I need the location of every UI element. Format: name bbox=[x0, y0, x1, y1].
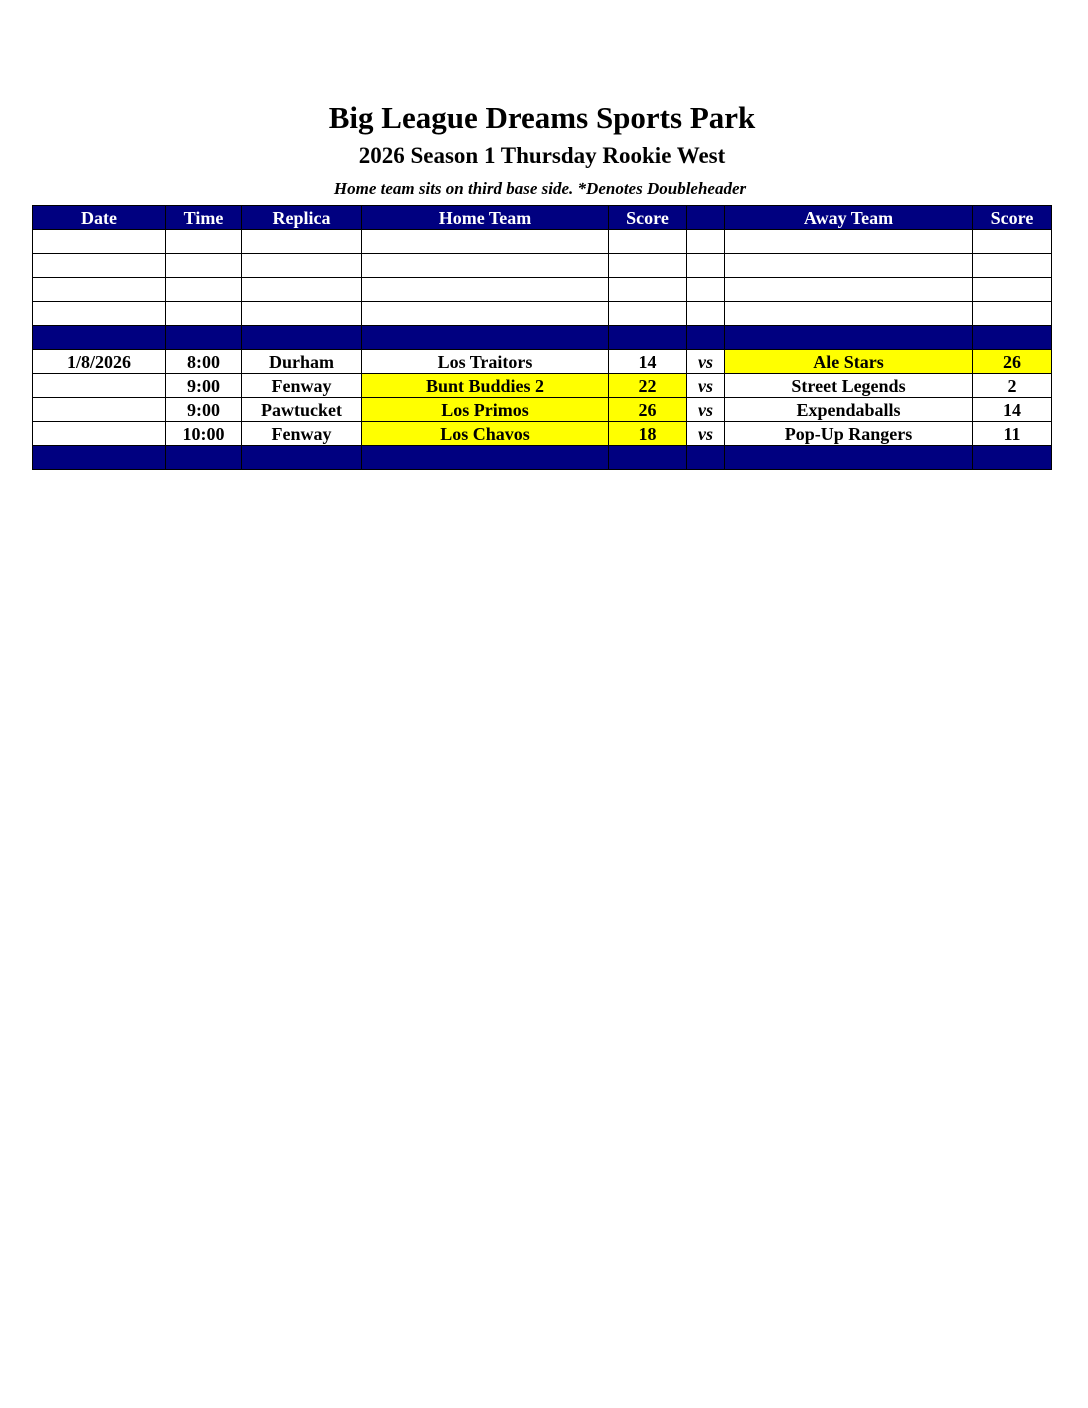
header-row bbox=[33, 206, 1052, 230]
away-team: Street Legends bbox=[725, 374, 973, 398]
home-team: Bunt Buddies 2 bbox=[362, 374, 609, 398]
away-team: Ale Stars bbox=[725, 350, 973, 374]
home-team-note: Home team sits on third base side. *Denotes Doubleheader bbox=[333, 179, 747, 198]
game-row bbox=[33, 398, 1052, 422]
column-header-replica: Replica bbox=[242, 206, 362, 230]
vs-label: vs bbox=[687, 398, 725, 422]
away-team: Pop-Up Rangers bbox=[725, 422, 973, 446]
game-date bbox=[33, 374, 166, 398]
game-field: Durham bbox=[242, 350, 362, 374]
divider-row bbox=[33, 326, 1052, 350]
divider-row bbox=[33, 446, 1052, 470]
column-header-vs bbox=[687, 206, 725, 230]
column-header-away-score: Score bbox=[973, 206, 1052, 230]
column-header-date: Date bbox=[33, 206, 166, 230]
home-score: 18 bbox=[609, 422, 687, 446]
game-time: 9:00 bbox=[166, 398, 242, 422]
column-header-away-team: Away Team bbox=[725, 206, 973, 230]
game-row bbox=[33, 350, 1052, 374]
away-score: 2 bbox=[973, 374, 1052, 398]
game-date: 1/8/2026 bbox=[33, 350, 166, 374]
game-time: 10:00 bbox=[166, 422, 242, 446]
home-team: Los Traitors bbox=[362, 350, 609, 374]
season-subtitle: 2026 Season 1 Thursday Rookie West bbox=[358, 143, 726, 168]
schedule-table bbox=[32, 205, 1052, 470]
empty-row bbox=[33, 230, 1052, 254]
game-date bbox=[33, 398, 166, 422]
home-team: Los Chavos bbox=[362, 422, 609, 446]
away-score: 14 bbox=[973, 398, 1052, 422]
home-score: 26 bbox=[609, 398, 687, 422]
game-field: Fenway bbox=[242, 422, 362, 446]
column-header-time: Time bbox=[166, 206, 242, 230]
column-header-home-team: Home Team bbox=[362, 206, 609, 230]
away-score: 26 bbox=[973, 350, 1052, 374]
game-row bbox=[33, 422, 1052, 446]
game-time: 9:00 bbox=[166, 374, 242, 398]
empty-row bbox=[33, 302, 1052, 326]
vs-label: vs bbox=[687, 422, 725, 446]
column-header-home-score: Score bbox=[609, 206, 687, 230]
home-score: 14 bbox=[609, 350, 687, 374]
game-field: Fenway bbox=[242, 374, 362, 398]
home-team: Los Primos bbox=[362, 398, 609, 422]
game-row bbox=[33, 374, 1052, 398]
game-time: 8:00 bbox=[166, 350, 242, 374]
away-team: Expendaballs bbox=[725, 398, 973, 422]
game-date bbox=[33, 422, 166, 446]
home-score: 22 bbox=[609, 374, 687, 398]
page-title: Big League Dreams Sports Park bbox=[328, 100, 756, 135]
game-field: Pawtucket bbox=[242, 398, 362, 422]
away-score: 11 bbox=[973, 422, 1052, 446]
empty-row bbox=[33, 254, 1052, 278]
vs-label: vs bbox=[687, 374, 725, 398]
empty-row bbox=[33, 278, 1052, 302]
vs-label: vs bbox=[687, 350, 725, 374]
